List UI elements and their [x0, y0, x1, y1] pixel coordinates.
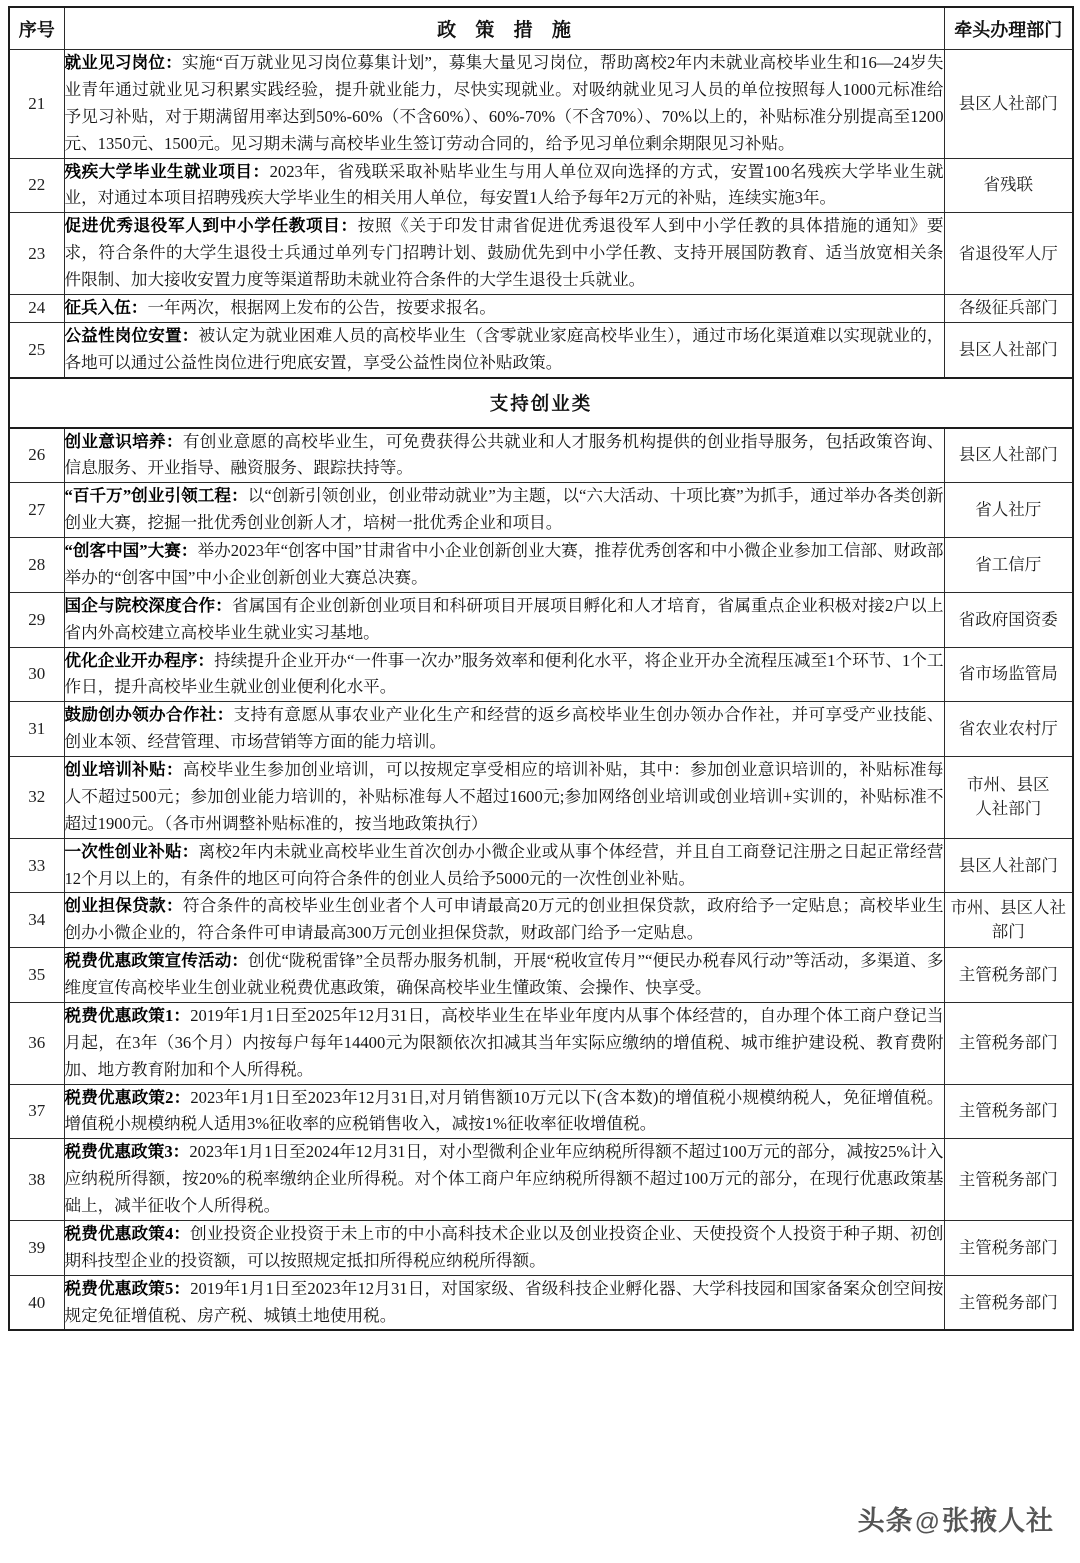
- policy-measure-cell: [64, 538, 944, 593]
- lead-department-cell: 主管税务部门: [944, 1275, 1073, 1330]
- policy-measure-cell: [64, 948, 944, 1003]
- policy-measure-cell: [64, 1139, 944, 1221]
- watermark-handle: 张掖人社: [942, 1506, 1054, 1536]
- policy-measure-cell: [64, 893, 944, 948]
- watermark: [858, 1508, 1054, 1535]
- policy-measure-title: 鼓励创办领办合作社：: [64, 705, 234, 725]
- policy-measure-cell: [64, 838, 944, 893]
- policy-measure-text: 2019年1月1日至2025年12月31日，高校毕业生在毕业年度内从事个体经营的，自办理个体工商户登记当月起，在3年（36个月）内按每户每年14400元为限额依次扣减其当年实际应缴纳的增值税、城市维护建设税、教育费附加、地方教育附加和个人所得税。: [64, 1005, 944, 1079]
- table-row: [9, 838, 1073, 893]
- row-number: 39: [9, 1220, 64, 1275]
- row-number: 35: [9, 948, 64, 1003]
- policy-measure-text: 创优“陇税雷锋”全员帮办服务机制，开展“税收宣传月”“便民办税春风行动”等活动，多渠道、多维度宣传高校毕业生创业就业税费优惠政策，确保高校毕业生懂政策、会操作、快享受。: [64, 951, 944, 997]
- policy-measure-title: 税费优惠政策3：: [64, 1142, 190, 1162]
- row-number: 21: [9, 50, 64, 159]
- policy-measure-title: 税费优惠政策1：: [64, 1005, 191, 1025]
- table-row: [9, 50, 1073, 159]
- policy-measure-cell: [64, 702, 944, 757]
- lead-department-cell: 主管税务部门: [944, 1220, 1073, 1275]
- policy-measure-text: 以“创新引领创业，创业带动就业”为主题，以“六大活动、十项比赛”为抓手，通过举办各类创新创业大赛，挖掘一批优秀创业创新人才，培树一批优秀企业和项目。: [64, 486, 944, 533]
- policy-measure-cell: [64, 294, 944, 322]
- table-row: [9, 702, 1073, 757]
- policy-measure-text: 支持有意愿从事农业产业化生产和经营的返乡高校毕业生创办领办合作社，并可享受产业技能、创业本领、经营管理、市场营销等方面的能力培训。: [64, 705, 944, 752]
- column-header-no: 序号: [9, 7, 64, 50]
- policy-measure-cell: [64, 592, 944, 647]
- policy-measure-cell: [64, 158, 944, 213]
- lead-department-cell: 主管税务部门: [944, 1139, 1073, 1221]
- policy-measure-cell: [64, 50, 944, 159]
- row-number: 25: [9, 322, 64, 377]
- row-number: 31: [9, 702, 64, 757]
- policy-measure-text: 持续提升企业开办“一件事一次办”服务效率和便利化水平，将企业开办全流程压减至1个环节、1个工作日，提升高校毕业生就业创业便利化水平。: [64, 650, 944, 697]
- section-title: 支持创业类: [9, 378, 1073, 428]
- table-row: [9, 757, 1073, 839]
- table-row: [9, 1275, 1073, 1330]
- row-number: 27: [9, 483, 64, 538]
- table-row: [9, 893, 1073, 948]
- lead-department-cell: 主管税务部门: [944, 1002, 1073, 1084]
- watermark-at: @: [914, 1508, 941, 1536]
- row-number: 29: [9, 592, 64, 647]
- table-row: [9, 948, 1073, 1003]
- row-number: 30: [9, 647, 64, 702]
- lead-department-cell: 省人社厅: [944, 483, 1073, 538]
- table-row: [9, 158, 1073, 213]
- policy-measure-cell: [64, 757, 944, 839]
- policy-measure-text: 2019年1月1日至2023年12月31日，对国家级、省级科技企业孵化器、大学科技园和国家备案众创空间按规定免征增值税、房产税、城镇土地使用税。: [64, 1278, 944, 1325]
- lead-department-cell: 县区人社部门: [944, 50, 1073, 159]
- policy-measure-title: 创业意识培养：: [64, 431, 183, 451]
- policy-measure-title: 国企与院校深度合作：: [64, 595, 232, 615]
- lead-department-cell: 主管税务部门: [944, 1084, 1073, 1139]
- table-header: [9, 7, 1073, 50]
- policy-measure-cell: [64, 483, 944, 538]
- lead-department-cell: 省农业农村厅: [944, 702, 1073, 757]
- policy-measure-text: 高校毕业生参加创业培训，可以按规定享受相应的培训补贴，其中：参加创业意识培训的，补贴标准每人不超过500元；参加创业能力培训的，补贴标准每人不超过1600元;参加网络创业培训或创业培训+实训的，补贴标准不超过1900元。（各市州调整补贴标准的，按当地政策执行）: [64, 760, 944, 833]
- row-number: 37: [9, 1084, 64, 1139]
- lead-department-cell: 省市场监管局: [944, 647, 1073, 702]
- lead-department-cell: 市州、县区人社 部门: [944, 893, 1073, 948]
- policy-measure-cell: [64, 647, 944, 702]
- table-body: [9, 50, 1073, 1331]
- row-number: 33: [9, 838, 64, 893]
- policy-measure-text: 有创业意愿的高校毕业生，可免费获得公共就业和人才服务机构提供的创业指导服务，包括政策咨询、信息服务、开业指导、融资服务、跟踪扶持等。: [64, 431, 944, 478]
- policy-measure-text: 一年两次，根据网上发布的公告，按要求报名。: [147, 297, 496, 317]
- policy-measure-text: 符合条件的高校毕业生创业者个人可申请最高20万元的创业担保贷款，政府给予一定贴息；高校毕业生创办小微企业的，符合条件可申请最高300万元创业担保贷款，财政部门给予一定贴息。: [64, 896, 944, 943]
- policy-measure-title: 创业培训补贴：: [64, 760, 183, 779]
- row-number: 23: [9, 213, 64, 295]
- policy-measure-title: 税费优惠政策4：: [64, 1223, 191, 1243]
- row-number: 40: [9, 1275, 64, 1330]
- policy-measure-text: 离校2年内未就业高校毕业生首次创办小微企业或从事个体经营，并且自工商登记注册之日起正常经营12个月以上的，有条件的地区可向符合条件的创业人员给予5000元的一次性创业补贴。: [64, 841, 944, 888]
- policy-measure-title: 优化企业开办程序：: [64, 650, 215, 670]
- section-divider-row: [9, 378, 1073, 428]
- policy-measure-text: 2023年，省残联采取补贴毕业生与用人单位双向选择的方式，安置100名残疾大学毕业生就业，对通过本项目招聘残疾大学毕业生的相关用人单位，每安置1人给予每年2万元的补贴，连续实施3年。: [64, 161, 944, 208]
- policy-measure-title: 残疾大学毕业生就业项目：: [64, 161, 270, 181]
- lead-department-cell: 省政府国资委: [944, 592, 1073, 647]
- table-row: [9, 483, 1073, 538]
- policy-measure-title: 公益性岗位安置：: [64, 325, 199, 345]
- row-number: 26: [9, 428, 64, 483]
- row-number: 38: [9, 1139, 64, 1221]
- policy-measures-table: [8, 6, 1074, 1331]
- policy-measure-title: 征兵入伍：: [64, 297, 148, 317]
- table-row: [9, 213, 1073, 295]
- policy-measure-cell: [64, 322, 944, 377]
- policy-measure-cell: [64, 213, 944, 295]
- column-header-dept: 牵头办理部门: [944, 7, 1073, 50]
- table-row: [9, 428, 1073, 483]
- policy-measure-cell: [64, 1002, 944, 1084]
- lead-department-cell: 县区人社部门: [944, 838, 1073, 893]
- policy-measure-title: 就业见习岗位：: [64, 53, 182, 72]
- row-number: 32: [9, 757, 64, 839]
- policy-measure-text: 省属国有企业创新创业项目和科研项目开展项目孵化和人才培育，省属重点企业积极对接2户以上省内外高校建立高校毕业生就业实习基地。: [64, 595, 944, 642]
- table-row: [9, 592, 1073, 647]
- policy-measure-cell: [64, 1275, 944, 1330]
- policy-measure-text: 2023年1月1日至2024年12月31日，对小型微利企业年应纳税所得额不超过100万元的部分，减按25%计入应纳税所得额，按20%的税率缴纳企业所得税。对个体工商户年应纳税所得额不超过100万元的部分，在现行优惠政策基础上，减半征收个人所得税。: [64, 1142, 944, 1215]
- lead-department-cell: 县区人社部门: [944, 428, 1073, 483]
- policy-measure-title: “百千万”创业引领工程：: [64, 486, 248, 506]
- header-row: [9, 7, 1073, 50]
- policy-measure-text: 2023年1月1日至2023年12月31日,对月销售额10万元以下(含本数)的增值税小规模纳税人，免征增值税。增值税小规模纳税人适用3%征收率的应税销售收入，减按1%征收率征收增值税。: [64, 1087, 944, 1134]
- table-row: [9, 1084, 1073, 1139]
- column-header-measure: 政 策 措 施: [64, 7, 944, 50]
- policy-measure-title: 税费优惠政策2：: [64, 1087, 191, 1107]
- policy-measure-text: 被认定为就业困难人员的高校毕业生（含零就业家庭高校毕业生），通过市场化渠道难以实现就业的，各地可以通过公益性岗位进行兜底安置，享受公益性岗位补贴政策。: [64, 325, 944, 372]
- lead-department-cell: 省残联: [944, 158, 1073, 213]
- policy-measure-text: 实施“百万就业见习岗位募集计划”，募集大量见习岗位，帮助离校2年内未就业高校毕业生和16—24岁失业青年通过就业见习积累实践经验，提升就业能力，尽快实现就业。对吸纳就业见习人员的单位按照每人1000元标准给予见习补贴，对于期满留用率达到50%-60%（不含60%）、60%-70%（不含70%）、70%以上的，补贴标准分别提高至1200元、1350元、1500元。见习期未满与高校毕业生签订劳动合同的，给予见习单位剩余期限见习补贴。: [64, 53, 944, 153]
- lead-department-cell: 主管税务部门: [944, 948, 1073, 1003]
- policy-measure-text: 按照《关于印发甘肃省促进优秀退役军人到中小学任教的具体措施的通知》要求，符合条件的大学生退役士兵通过单列专门招聘计划、鼓励优先到中小学任教、支持开展国防教育、适当放宽相关条件限制、加大接收安置力度等渠道帮助未就业符合条件的大学生退役士兵就业。: [64, 216, 944, 289]
- row-number: 22: [9, 158, 64, 213]
- policy-measure-text: 举办2023年“创客中国”甘肃省中小企业创新创业大赛，推荐优秀创客和中小微企业参加工信部、财政部举办的“创客中国”中小企业创新创业大赛总决赛。: [64, 541, 944, 587]
- lead-department-cell: 省工信厅: [944, 538, 1073, 593]
- table-row: [9, 322, 1073, 377]
- policy-measure-cell: [64, 1084, 944, 1139]
- policy-measure-title: “创客中国”大赛：: [64, 541, 198, 560]
- policy-measure-title: 创业担保贷款：: [64, 896, 183, 916]
- policy-measure-cell: [64, 1220, 944, 1275]
- row-number: 28: [9, 538, 64, 593]
- table-row: [9, 294, 1073, 322]
- row-number: 36: [9, 1002, 64, 1084]
- policy-measure-title: 税费优惠政策5：: [64, 1278, 191, 1298]
- lead-department-cell: 各级征兵部门: [944, 294, 1073, 322]
- table-row: [9, 1139, 1073, 1221]
- row-number: 24: [9, 294, 64, 322]
- policy-measure-cell: [64, 428, 944, 483]
- table-row: [9, 538, 1073, 593]
- table-row: [9, 1002, 1073, 1084]
- policy-measure-title: 促进优秀退役军人到中小学任教项目：: [64, 216, 358, 236]
- policy-measure-title: 一次性创业补贴：: [64, 841, 199, 861]
- lead-department-cell: 县区人社部门: [944, 322, 1073, 377]
- table-row: [9, 647, 1073, 702]
- row-number: 34: [9, 893, 64, 948]
- table-row: [9, 1220, 1073, 1275]
- policy-measure-text: 创业投资企业投资于未上市的中小高科技术企业以及创业投资企业、天使投资个人投资于种子期、初创期科技型企业的投资额，可以按照规定抵扣所得税应纳税所得额。: [64, 1223, 944, 1270]
- policy-measure-title: 税费优惠政策宣传活动：: [64, 951, 249, 971]
- lead-department-cell: 市州、县区 人社部门: [944, 757, 1073, 839]
- watermark-brand: 头条: [857, 1506, 914, 1536]
- lead-department-cell: 省退役军人厅: [944, 213, 1073, 295]
